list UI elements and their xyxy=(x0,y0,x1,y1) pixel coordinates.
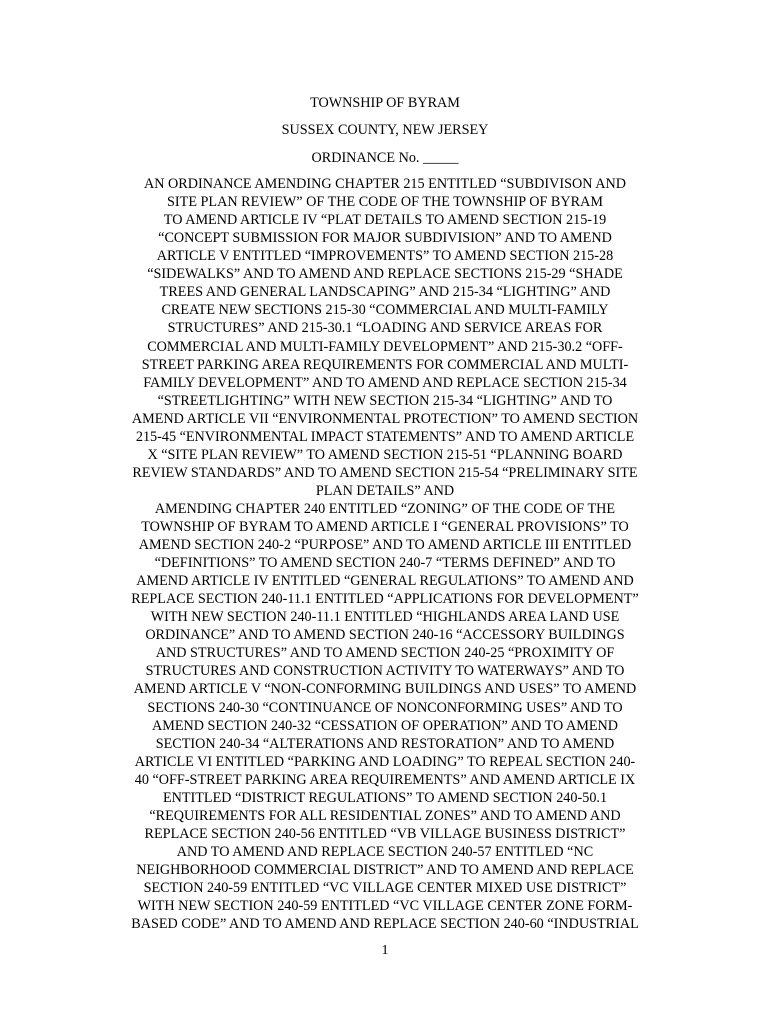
ordinance-title-line: AMEND ARTICLE V “NON-CONFORMING BUILDINGS AND USES” TO AMEND xyxy=(133,681,637,698)
township-heading: TOWNSHIP OF BYRAM xyxy=(310,95,460,111)
ordinance-title-line: PLAN DETAILS” AND xyxy=(315,482,455,499)
ordinance-title-line: STRUCTURES AND CONSTRUCTION ACTIVITY TO WATERWAYS” AND TO xyxy=(145,663,625,680)
ordinance-title-line: TO AMEND ARTICLE IV “PLAT DETAILS TO AMEND SECTION 215-19 xyxy=(163,212,607,229)
ordinance-title-line: TOWNSHIP OF BYRAM TO AMEND ARTICLE I “GENERAL PROVISIONS” TO xyxy=(141,519,629,535)
ordinance-title-line: SECTION 240-59 ENTITLED “VC VILLAGE CENTER MIXED USE DISTRICT” xyxy=(143,880,627,896)
ordinance-title-line: REVIEW STANDARDS” AND TO AMEND SECTION 215-54 “PRELIMINARY SITE xyxy=(132,464,638,481)
ordinance-title-line: NEIGHBORHOOD COMMERCIAL DISTRICT” AND TO AMEND AND REPLACE xyxy=(136,861,634,878)
ordinance-title-line: COMMERCIAL AND MULTI-FAMILY DEVELOPMENT” AND 215-30.2 “OFF- xyxy=(147,338,623,355)
ordinance-title-line: BASED CODE” AND TO AMEND AND REPLACE SECTION 240-60 “INDUSTRIAL xyxy=(131,916,639,933)
ordinance-title-line: SECTION 240-34 “ALTERATIONS AND RESTORATION” AND TO AMEND xyxy=(155,735,615,752)
ordinance-title-line: AND STRUCTURES” AND TO AMEND SECTION 240-25 “PROXIMITY OF xyxy=(155,645,615,662)
ordinance-title-line: AN ORDINANCE AMENDING CHAPTER 215 ENTITLED “SUBDIVISON AND xyxy=(144,176,626,192)
ordinance-title-line: ORDINANCE” AND TO AMEND SECTION 240-16 “ACCESSORY BUILDINGS xyxy=(145,627,625,644)
ordinance-title-line: AMEND ARTICLE VII “ENVIRONMENTAL PROTECTION” TO AMEND SECTION xyxy=(131,410,639,427)
ordinance-title-line: AND TO AMEND AND REPLACE SECTION 240-57 ENTITLED “NC xyxy=(176,843,594,860)
ordinance-title-line: REPLACE SECTION 240-11.1 ENTITLED “APPLICATIONS FOR DEVELOPMENT” xyxy=(131,591,639,608)
ordinance-title-line: CREATE NEW SECTIONS 215-30 “COMMERCIAL AND MULTI-FAMILY xyxy=(161,302,609,319)
ordinance-title-line: AMENDING CHAPTER 240 ENTITLED “ZONING” OF THE CODE OF THE xyxy=(154,500,616,517)
ordinance-title-line: ARTICLE VI ENTITLED “PARKING AND LOADING” TO REPEAL SECTION 240- xyxy=(134,753,636,770)
ordinance-title-line: REPLACE SECTION 240-56 ENTITLED “VB VILLAGE BUSINESS DISTRICT” xyxy=(144,825,626,842)
ordinance-title-line: TREES AND GENERAL LANDSCAPING” AND 215-34 “LIGHTING” AND xyxy=(159,284,611,301)
ordinance-title-line: 215-45 “ENVIRONMENTAL IMPACT STATEMENTS” AND TO AMEND ARTICLE xyxy=(135,428,635,445)
ordinance-title-line: WITH NEW SECTION 240-11.1 ENTITLED “HIGHLANDS AREA LAND USE xyxy=(150,609,620,626)
ordinance-title-line: AMEND SECTION 240-32 “CESSATION OF OPERATION” AND TO AMEND xyxy=(151,717,619,734)
ordinance-title-line: “CONCEPT SUBMISSION FOR MAJOR SUBDIVISION” AND TO AMEND xyxy=(158,230,612,247)
ordinance-title-line: “SIDEWALKS” AND TO AMEND AND REPLACE SECTIONS 215-29 “SHADE xyxy=(147,266,623,283)
ordinance-title-line: SITE PLAN REVIEW” OF THE CODE OF THE TOWNSHIP OF BYRAM xyxy=(167,194,603,211)
ordinance-title-line: AMEND ARTICLE IV ENTITLED “GENERAL REGULATIONS” TO AMEND AND xyxy=(136,573,634,590)
ordinance-title-line: FAMILY DEVELOPMENT” AND TO AMEND AND REPLACE SECTION 215-34 xyxy=(143,374,627,391)
ordinance-title-line: STRUCTURES” AND 215-30.1 “LOADING AND SERVICE AREAS FOR xyxy=(167,320,603,337)
ordinance-number: ORDINANCE No. _____ xyxy=(311,150,459,166)
ordinance-title-line: ENTITLED “DISTRICT REGULATIONS” TO AMEND SECTION 240-50.1 xyxy=(162,789,608,806)
county-heading: SUSSEX COUNTY, NEW JERSEY xyxy=(281,122,489,138)
ordinance-title-line: “STREETLIGHTING” WITH NEW SECTION 215-34 “LIGHTING” AND TO xyxy=(157,392,613,409)
ordinance-title-line: “DEFINITIONS” TO AMEND SECTION 240-7 “TERMS DEFINED” AND TO xyxy=(154,555,616,571)
ordinance-title-line: AMEND SECTION 240-2 “PURPOSE” AND TO AMEND ARTICLE III ENTITLED xyxy=(138,537,632,553)
page-number: 1 xyxy=(381,943,389,958)
ordinance-title-line: X “SITE PLAN REVIEW” TO AMEND SECTION 215-51 “PLANNING BOARD xyxy=(147,446,623,463)
ordinance-title-line: SECTIONS 240-30 “CONTINUANCE OF NONCONFORMING USES” AND TO xyxy=(147,699,623,716)
ordinance-title-line: ARTICLE V ENTITLED “IMPROVEMENTS” TO AMEND SECTION 215-28 xyxy=(156,248,614,265)
ordinance-title-line: 40 “OFF-STREET PARKING AREA REQUIREMENTS” AND AMEND ARTICLE IX xyxy=(134,771,636,788)
ordinance-title-line: STREET PARKING AREA REQUIREMENTS FOR COMMERCIAL AND MULTI- xyxy=(141,356,629,373)
ordinance-title-line: WITH NEW SECTION 240-59 ENTITLED “VC VILLAGE CENTER ZONE FORM- xyxy=(137,898,633,914)
ordinance-title-line: “REQUIREMENTS FOR ALL RESIDENTIAL ZONES” AND TO AMEND AND xyxy=(149,807,621,824)
